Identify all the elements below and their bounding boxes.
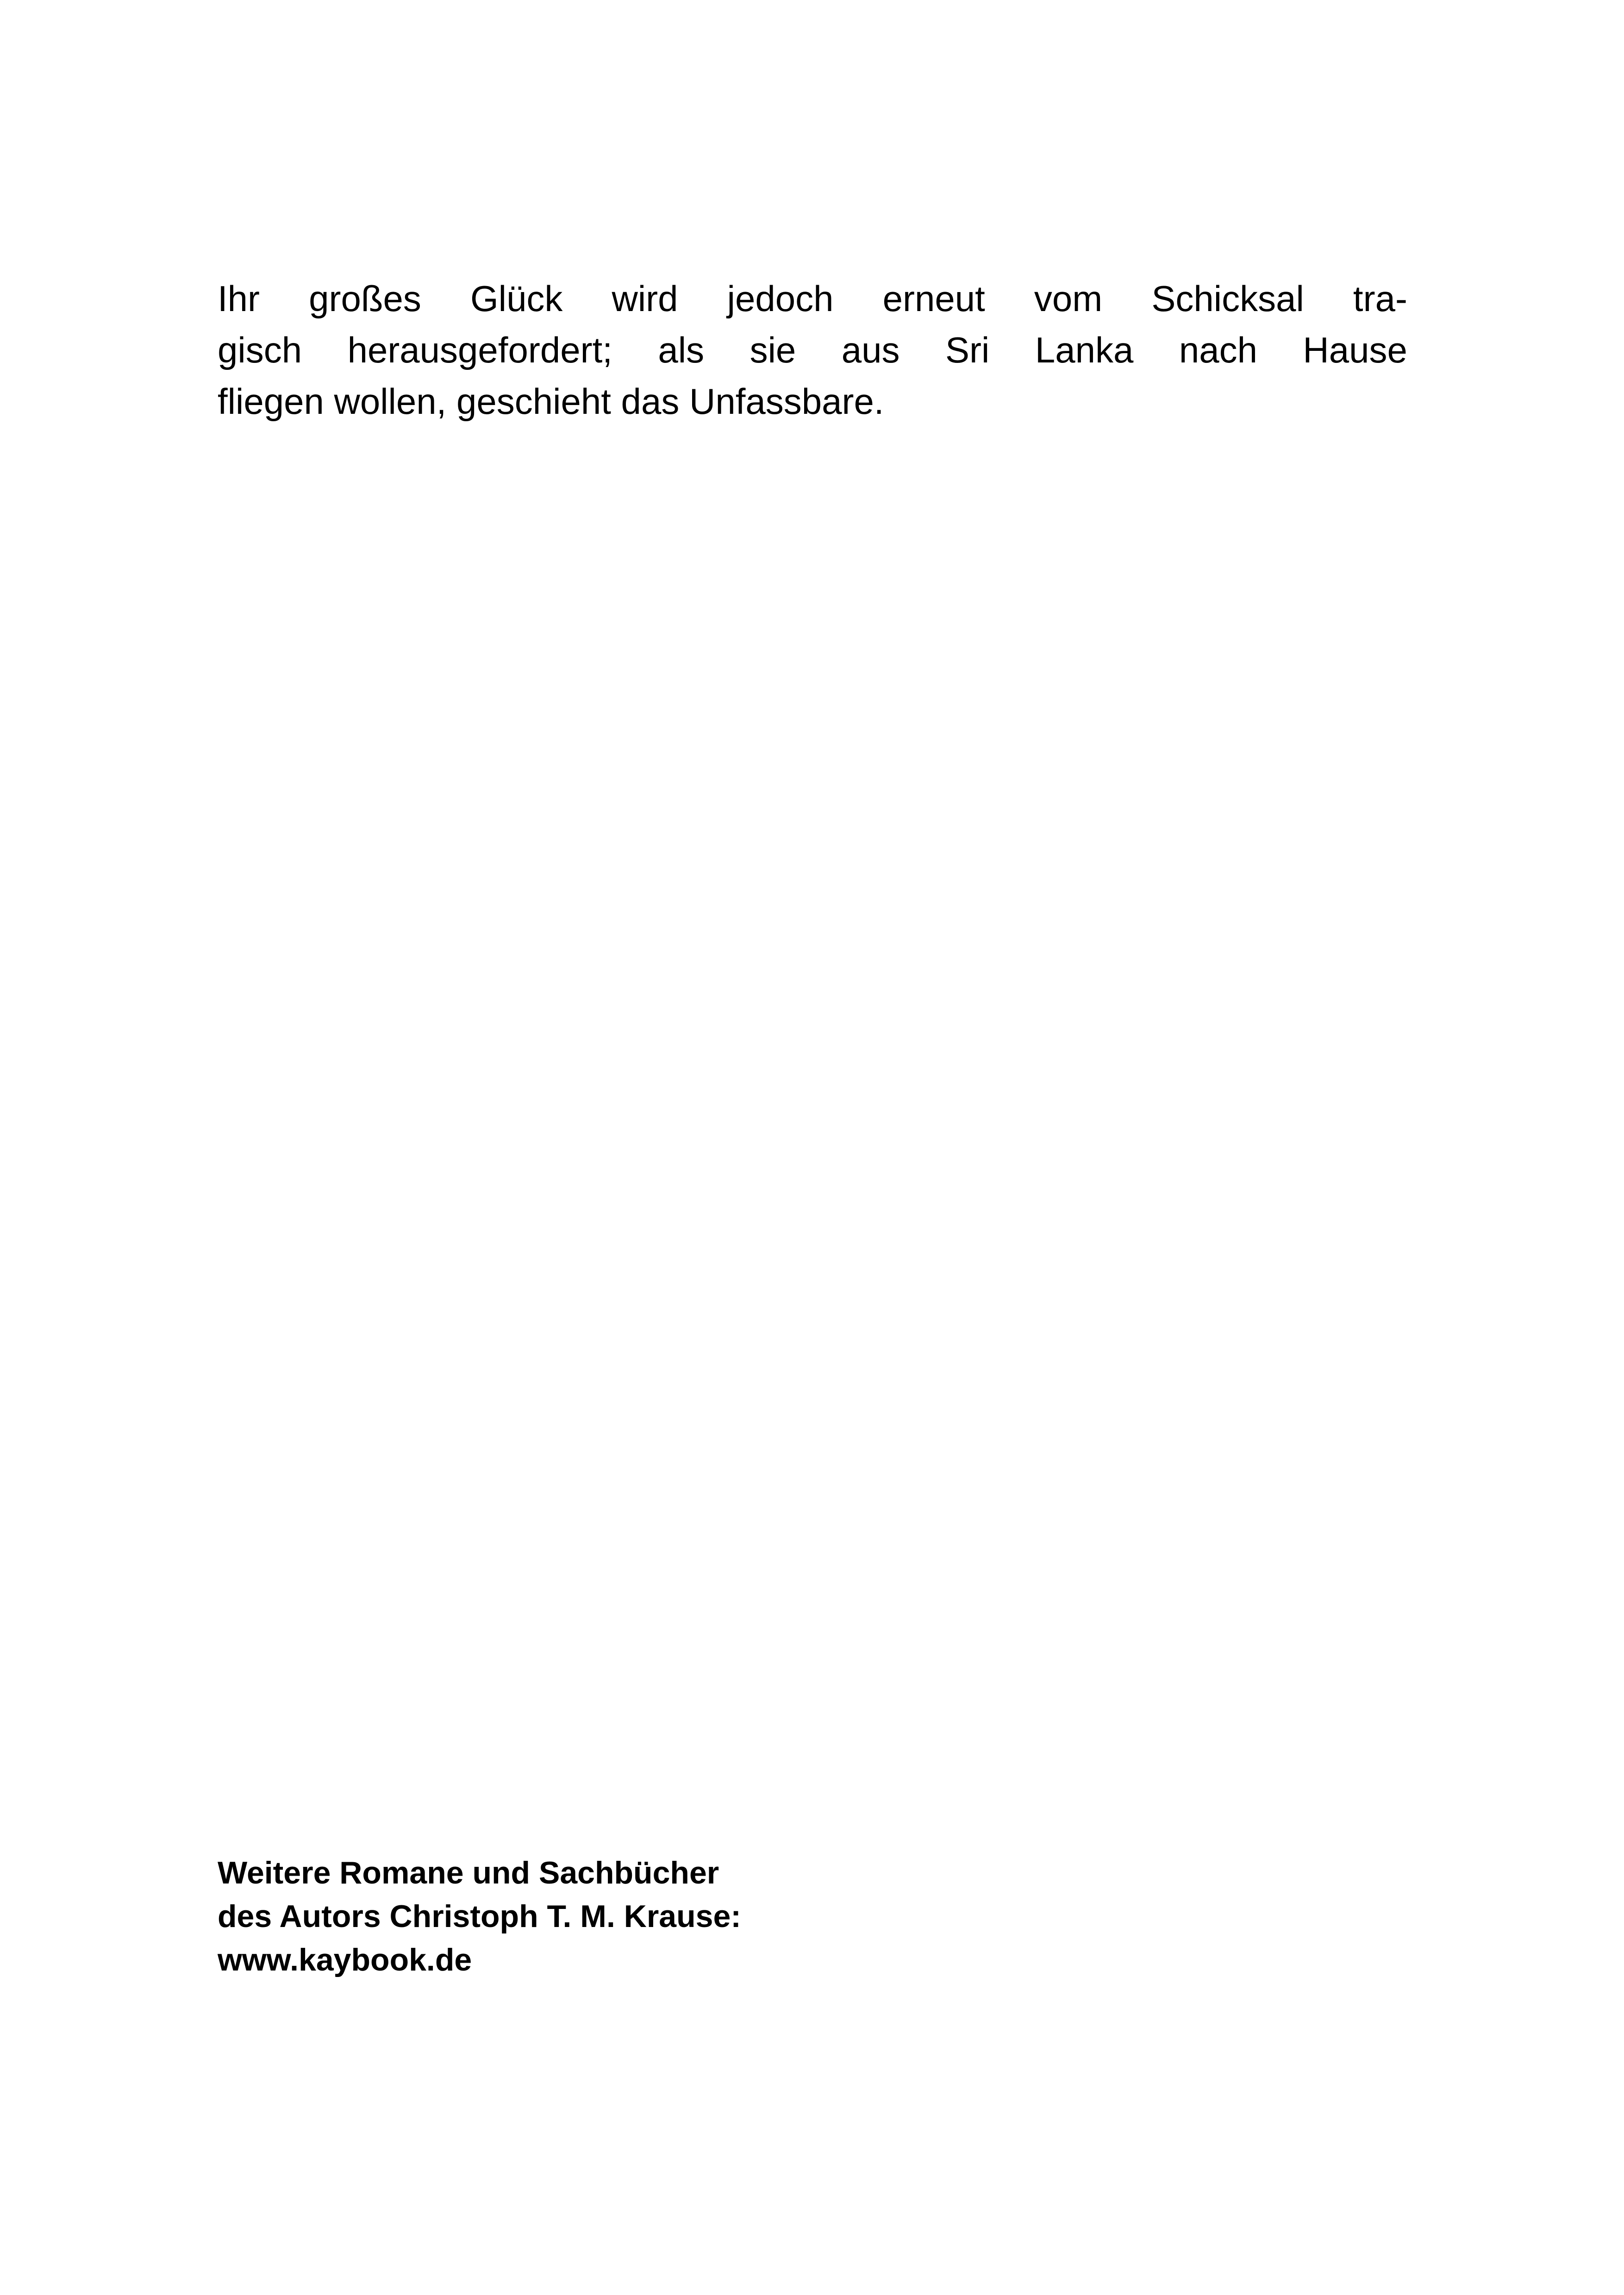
- blurb-line-1-word-6: erneut: [882, 278, 985, 319]
- footer-website: www.kaybook.de: [218, 1942, 472, 1977]
- author-reference-block: [218, 1852, 1407, 1982]
- blurb-line-2-word-9: Hause: [1303, 329, 1407, 370]
- blurb-line-2-word-3: als: [658, 329, 705, 370]
- blurb-line-1-word-5: jedoch: [727, 278, 834, 319]
- blurb-line-1-word-4: wird: [612, 278, 678, 319]
- blurb-line-2: [218, 324, 1407, 376]
- blurb-line-2-word-8: nach: [1179, 329, 1257, 370]
- blurb-line-1-word-3: Glück: [470, 278, 563, 319]
- blurb-line-1-word-1: Ihr: [218, 278, 260, 319]
- blurb-line-2-word-2: herausgefordert;: [347, 329, 612, 370]
- blurb-line-1-word-2: großes: [309, 278, 421, 319]
- blurb-line-2-word-1: gisch: [218, 329, 302, 370]
- blurb-line-2-word-5: aus: [841, 329, 900, 370]
- blurb-line-1-word-7: vom: [1034, 278, 1103, 319]
- footer-line-1: Weitere Romane und Sachbücher: [218, 1855, 719, 1890]
- blurb-line-2-word-7: Lanka: [1035, 329, 1134, 370]
- blurb-paragraph: [218, 273, 1407, 427]
- blurb-line-1-word-8: Schicksal: [1151, 278, 1304, 319]
- blurb-line-2-word-4: sie: [750, 329, 796, 370]
- footer-line-2: des Autors Christoph T. M. Krause:: [218, 1898, 741, 1934]
- blurb-line-1-word-9: tra-: [1353, 278, 1407, 319]
- blurb-line-2-word-6: Sri: [945, 329, 990, 370]
- blurb-line-1: [218, 273, 1407, 324]
- blurb-line-3: fliegen wollen, geschieht das Unfassbare.: [218, 380, 884, 422]
